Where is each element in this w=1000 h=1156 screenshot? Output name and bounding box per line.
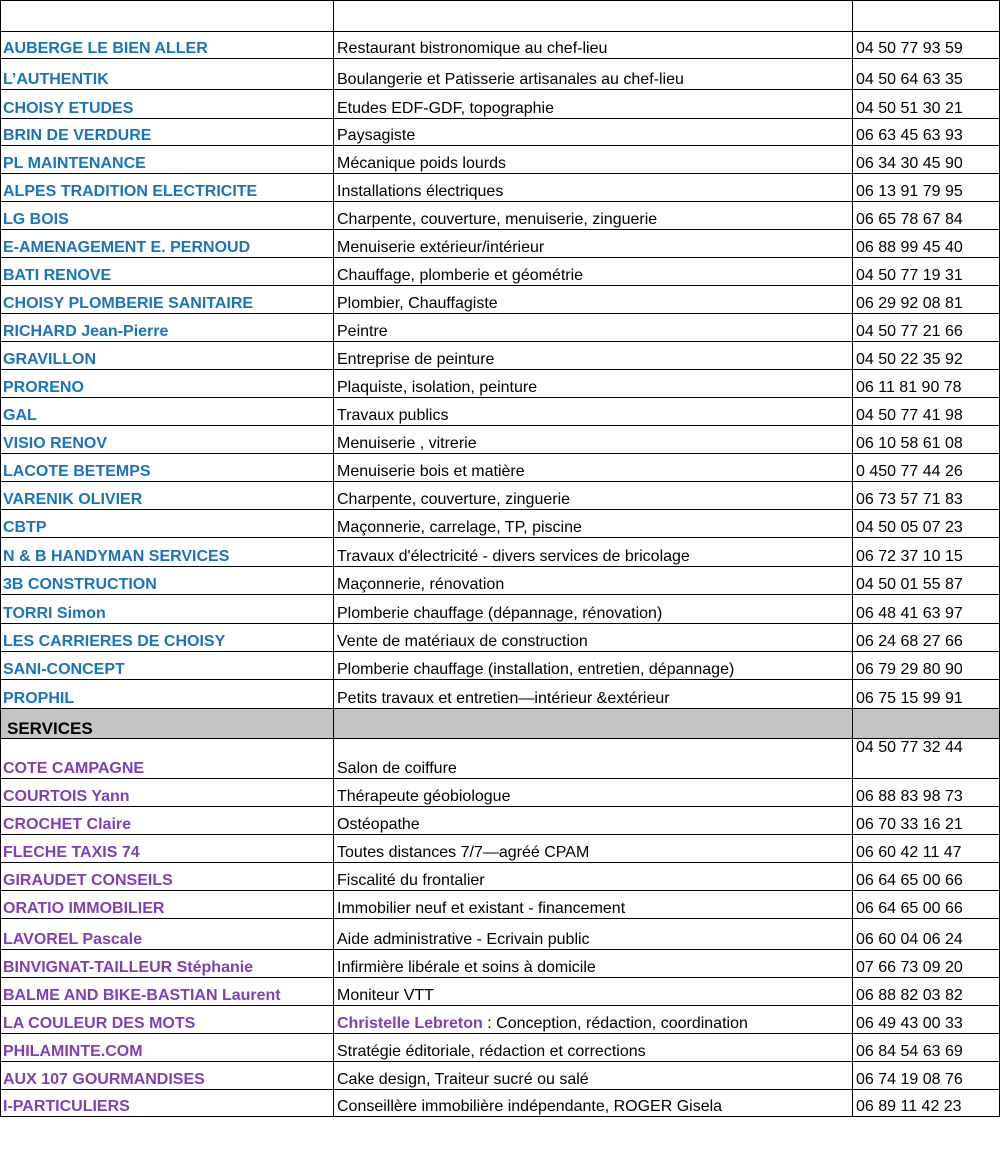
company-name: SANI-CONCEPT [1, 652, 334, 680]
company-name: CROCHET Claire [1, 807, 334, 835]
company-description: Charpente, couverture, menuiserie, zinguerie [334, 202, 853, 230]
company-name: ORATIO IMMOBILIER [1, 891, 334, 919]
table-row [1, 1062, 1000, 1090]
table-row [1, 230, 1000, 258]
section-empty-cell [853, 709, 1000, 739]
table-row [1, 538, 1000, 567]
phone-number: 04 50 77 41 98 [853, 398, 1000, 426]
phone-number: 04 50 77 19 31 [853, 258, 1000, 286]
company-description: Cake design, Traiteur sucré ou salé [334, 1062, 853, 1090]
table-row [1, 624, 1000, 652]
table-row [1, 779, 1000, 807]
company-description: Moniteur VTT [334, 978, 853, 1006]
company-description: Paysagiste [334, 119, 853, 146]
table-row [1, 59, 1000, 90]
company-name: LAVOREL Pascale [1, 919, 334, 950]
company-description: Maçonnerie, rénovation [334, 567, 853, 595]
table-row [1, 1090, 1000, 1117]
phone-number: 06 48 41 63 97 [853, 595, 1000, 624]
company-description: Plomberie chauffage (dépannage, rénovation) [334, 595, 853, 624]
company-description: Mécanique poids lourds [334, 146, 853, 174]
table-row [1, 510, 1000, 538]
table-row [1, 370, 1000, 398]
phone-number: 06 73 57 71 83 [853, 482, 1000, 510]
table-row [1, 919, 1000, 950]
company-name: CHOISY ETUDES [1, 90, 334, 119]
phone-number: 06 60 04 06 24 [853, 919, 1000, 950]
company-description: Ostéopathe [334, 807, 853, 835]
company-description: Entreprise de peinture [334, 342, 853, 370]
phone-number: 06 34 30 45 90 [853, 146, 1000, 174]
company-name: LES CARRIERES DE CHOISY [1, 624, 334, 652]
phone-number: 06 88 83 98 73 [853, 779, 1000, 807]
company-description: Toutes distances 7/7—agréé CPAM [334, 835, 853, 863]
table-row [1, 680, 1000, 709]
company-description: Plomberie chauffage (installation, entretien, dépannage) [334, 652, 853, 680]
company-name: GIRAUDET CONSEILS [1, 863, 334, 891]
table-row [1, 807, 1000, 835]
company-description: Maçonnerie, carrelage, TP, piscine [334, 510, 853, 538]
company-name: PL MAINTENANCE [1, 146, 334, 174]
phone-number: 06 64 65 00 66 [853, 863, 1000, 891]
table-row [1, 119, 1000, 146]
section-empty-cell [334, 709, 853, 739]
company-description: Immobilier neuf et existant - financement [334, 891, 853, 919]
table-row [1, 482, 1000, 510]
company-name: E-AMENAGEMENT E. PERNOUD [1, 230, 334, 258]
description-contact-name: Christelle Lebreton [337, 1015, 483, 1032]
company-description: Salon de coiffure [334, 739, 853, 779]
phone-number: 04 50 22 35 92 [853, 342, 1000, 370]
company-description: Menuiserie , vitrerie [334, 426, 853, 454]
company-name: ALPES TRADITION ELECTRICITE [1, 174, 334, 202]
phone-number: 04 50 51 30 21 [853, 90, 1000, 119]
table-row [1, 863, 1000, 891]
phone-number: 06 75 15 99 91 [853, 680, 1000, 709]
company-name: BALME AND BIKE-BASTIAN Laurent [1, 978, 334, 1006]
table-row [1, 32, 1000, 59]
company-name: BRIN DE VERDURE [1, 119, 334, 146]
phone-number: 06 10 58 61 08 [853, 426, 1000, 454]
company-description: Petits travaux et entretien—intérieur &extérieur [334, 680, 853, 709]
company-name: GRAVILLON [1, 342, 334, 370]
company-name: CHOISY PLOMBERIE SANITAIRE [1, 286, 334, 314]
company-description: Vente de matériaux de construction [334, 624, 853, 652]
company-name: TORRI Simon [1, 595, 334, 624]
phone-number: 07 66 73 09 20 [853, 950, 1000, 978]
company-name: AUBERGE LE BIEN ALLER [1, 32, 334, 59]
phone-number: 04 50 05 07 23 [853, 510, 1000, 538]
table-row [1, 739, 1000, 779]
company-description: Charpente, couverture, zinguerie [334, 482, 853, 510]
company-name: BATI RENOVE [1, 258, 334, 286]
phone-number: 04 50 64 63 35 [853, 59, 1000, 90]
phone-number: 04 50 01 55 87 [853, 567, 1000, 595]
table-row [1, 202, 1000, 230]
company-description [334, 1006, 853, 1034]
phone-number: 06 60 42 11 47 [853, 835, 1000, 863]
company-name: LG BOIS [1, 202, 334, 230]
phone-number: 06 24 68 27 66 [853, 624, 1000, 652]
phone-number: 06 88 99 45 40 [853, 230, 1000, 258]
company-name: AUX 107 GOURMANDISES [1, 1062, 334, 1090]
table-row [1, 454, 1000, 482]
table-row [1, 314, 1000, 342]
company-name: PROPHIL [1, 680, 334, 709]
company-name: FLECHE TAXIS 74 [1, 835, 334, 863]
top-empty-row [1, 1, 1000, 32]
phone-number: 06 70 33 16 21 [853, 807, 1000, 835]
section-title: SERVICES [1, 709, 334, 739]
table-row [1, 1006, 1000, 1034]
company-description: Thérapeute géobiologue [334, 779, 853, 807]
table-row [1, 342, 1000, 370]
company-description: Infirmière libérale et soins à domicile [334, 950, 853, 978]
table-row [1, 652, 1000, 680]
company-description: Chauffage, plomberie et géométrie [334, 258, 853, 286]
company-description: Travaux d'électricité - divers services de bricolage [334, 538, 853, 567]
table-row [1, 835, 1000, 863]
company-description: Etudes EDF-GDF, topographie [334, 90, 853, 119]
company-description: Restaurant bistronomique au chef-lieu [334, 32, 853, 59]
company-name: I-PARTICULIERS [1, 1090, 334, 1117]
phone-number: 04 50 77 21 66 [853, 314, 1000, 342]
company-description: Travaux publics [334, 398, 853, 426]
company-description: Installations électriques [334, 174, 853, 202]
phone-number: 06 49 43 00 33 [853, 1006, 1000, 1034]
company-name: VISIO RENOV [1, 426, 334, 454]
table-row [1, 90, 1000, 119]
phone-number: 06 64 65 00 66 [853, 891, 1000, 919]
company-name: COTE CAMPAGNE [1, 739, 334, 779]
company-name: PRORENO [1, 370, 334, 398]
company-name: PHILAMINTE.COM [1, 1034, 334, 1062]
phone-number: 06 72 37 10 15 [853, 538, 1000, 567]
phone-number: 04 50 77 32 44 [853, 739, 1000, 779]
table-row [1, 567, 1000, 595]
company-name: N & B HANDYMAN SERVICES [1, 538, 334, 567]
company-description: Boulangerie et Patisserie artisanales au chef-lieu [334, 59, 853, 90]
phone-number: 06 13 91 79 95 [853, 174, 1000, 202]
phone-number: 06 11 81 90 78 [853, 370, 1000, 398]
company-name: CBTP [1, 510, 334, 538]
company-name: LACOTE BETEMPS [1, 454, 334, 482]
company-name: RICHARD Jean-Pierre [1, 314, 334, 342]
company-description: Plaquiste, isolation, peinture [334, 370, 853, 398]
table-row [1, 398, 1000, 426]
description-text: : Conception, rédaction, coordination [482, 1015, 748, 1032]
table-row [1, 1034, 1000, 1062]
table-row [1, 258, 1000, 286]
table-row [1, 174, 1000, 202]
company-description: Stratégie éditoriale, rédaction et corrections [334, 1034, 853, 1062]
company-description: Menuiserie bois et matière [334, 454, 853, 482]
phone-number: 06 63 45 63 93 [853, 119, 1000, 146]
table-row [1, 146, 1000, 174]
company-name: 3B CONSTRUCTION [1, 567, 334, 595]
company-description: Plombier, Chauffagiste [334, 286, 853, 314]
phone-number: 04 50 77 93 59 [853, 32, 1000, 59]
company-description: Menuiserie extérieur/intérieur [334, 230, 853, 258]
company-name: LA COULEUR DES MOTS [1, 1006, 334, 1034]
company-name: BINVIGNAT-TAILLEUR Stéphanie [1, 950, 334, 978]
company-name: COURTOIS Yann [1, 779, 334, 807]
phone-number: 06 88 82 03 82 [853, 978, 1000, 1006]
phone-number: 06 29 92 08 81 [853, 286, 1000, 314]
table-row [1, 426, 1000, 454]
directory-body [1, 1, 1000, 1117]
phone-number: 06 74 19 08 76 [853, 1062, 1000, 1090]
phone-number: 06 65 78 67 84 [853, 202, 1000, 230]
table-row [1, 286, 1000, 314]
company-name: VARENIK OLIVIER [1, 482, 334, 510]
phone-number: 06 79 29 80 90 [853, 652, 1000, 680]
company-description: Conseillère immobilière indépendante, ROGER Gisela [334, 1090, 853, 1117]
company-name: L’AUTHENTIK [1, 59, 334, 90]
company-description: Peintre [334, 314, 853, 342]
table-row [1, 595, 1000, 624]
phone-number: 0 450 77 44 26 [853, 454, 1000, 482]
company-description: Aide administrative - Ecrivain public [334, 919, 853, 950]
table-row [1, 950, 1000, 978]
section-header-row [1, 709, 1000, 739]
phone-number: 06 89 11 42 23 [853, 1090, 1000, 1117]
table-row [1, 978, 1000, 1006]
company-description: Fiscalité du frontalier [334, 863, 853, 891]
table-row [1, 891, 1000, 919]
phone-number: 06 84 54 63 69 [853, 1034, 1000, 1062]
company-name: GAL [1, 398, 334, 426]
